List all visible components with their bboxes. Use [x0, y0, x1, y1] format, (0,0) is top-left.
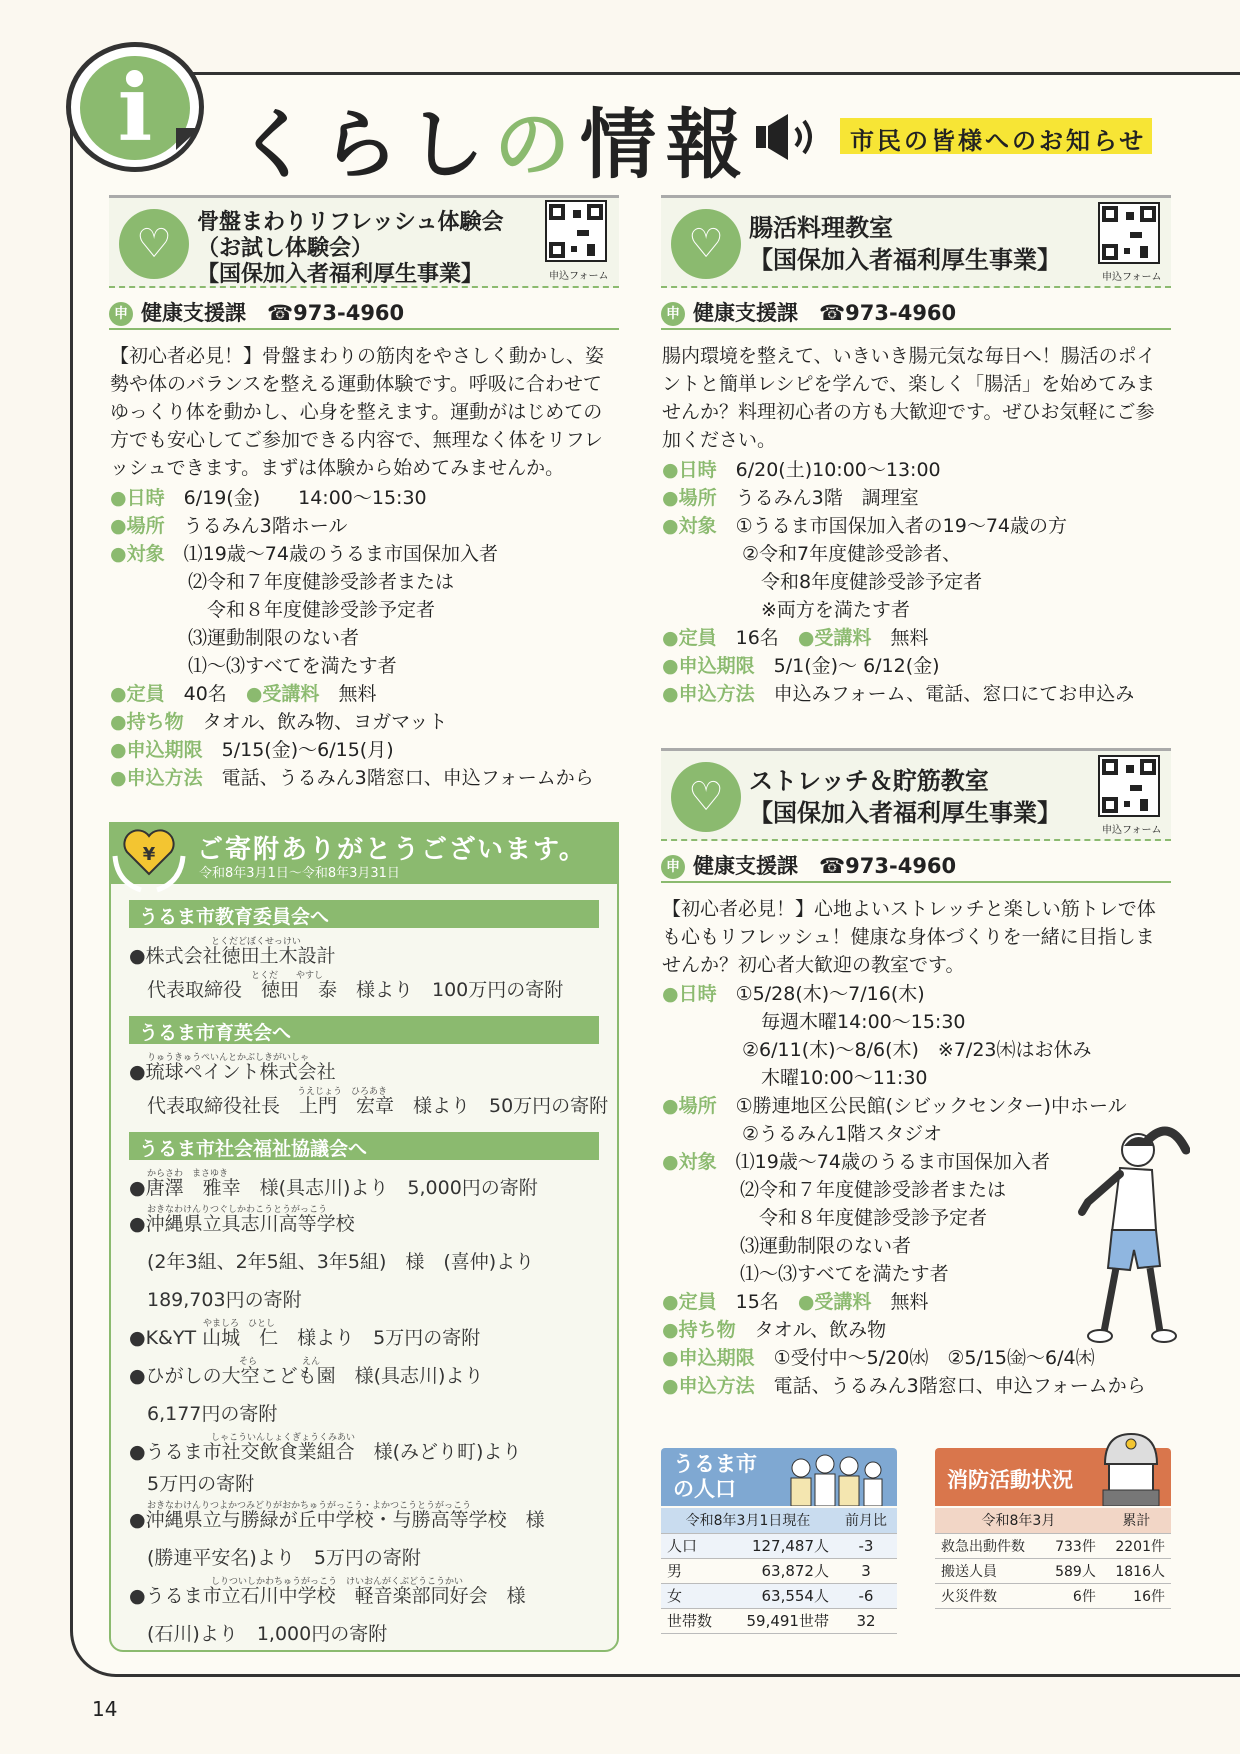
- donor: ●唐澤 雅幸 様(具志川)より 5,000円の寄附: [129, 1177, 538, 1199]
- event2-date: ● 日時 6/20(土)10:00～13:00: [662, 456, 941, 484]
- cell: 63,554人: [726, 1583, 835, 1608]
- event2-title-2: 【国保加入者福利厚生事業】: [749, 246, 1061, 274]
- event3-target-5: ⑴～⑶すべてを満たす者: [740, 1263, 949, 1285]
- column-header: 累計: [1102, 1508, 1171, 1533]
- event2-method: ● 申込方法 申込みフォーム、電話、窓口にてお申込み: [662, 680, 1134, 708]
- cell: 127,487人: [726, 1533, 835, 1558]
- ruby: しりついしかわちゅうがっこう けいおんがくぶどうこうかい: [211, 1577, 464, 1587]
- cell: 16件: [1102, 1583, 1171, 1608]
- column-header: 前月比: [835, 1508, 897, 1533]
- cell: 3: [835, 1558, 897, 1583]
- cell: 32: [835, 1608, 897, 1633]
- event1-place: ● 場所 うるみん3階ホール: [110, 512, 347, 540]
- event1-date: ● 日時 6/19(金) 14:00～15:30: [110, 484, 427, 512]
- event2-target-3: 令和8年度健診受診予定者: [742, 571, 983, 593]
- heart-icon: ♡: [119, 209, 189, 279]
- cell: -6: [835, 1583, 897, 1608]
- ruby: しゃこういんしょくぎょうくみあい: [211, 1433, 356, 1443]
- event3-date: ● 日時 ①5/28(木)～7/16(木): [662, 980, 925, 1008]
- donor: ●K&YT 山城 仁 様より 5万円の寄附: [129, 1327, 481, 1349]
- event3-date-3: ②6/11(木)～8/6(木) ※7/23㈭はお休み: [742, 1039, 1092, 1061]
- event1-title-1: 骨盤まわりリフレッシュ体験会: [197, 210, 504, 235]
- event3-date-4: 木曜10:00～11:30: [742, 1067, 928, 1089]
- population-header: [661, 1448, 897, 1506]
- table-row: [935, 1533, 1171, 1558]
- cell: 59,491世帯: [726, 1608, 835, 1633]
- fire-title: 消防活動状況: [947, 1468, 1073, 1492]
- ruby: おきなわけんりつよかつみどりがおかちゅうがっこう・よかつこうとうがっこう: [147, 1501, 472, 1511]
- cell: 人口: [661, 1533, 726, 1558]
- donation-box: [109, 822, 619, 1652]
- cell: 589人: [1043, 1558, 1102, 1583]
- donation-header: [111, 824, 617, 884]
- table-row: [661, 1558, 897, 1583]
- family-illustration: [781, 1452, 891, 1506]
- event2-target-2: ②令和7年度健診受診者、: [742, 543, 962, 565]
- event1-target-2: ⑵令和７年度健診受診者または: [188, 571, 455, 593]
- ruby: そら えん: [239, 1357, 321, 1367]
- page-number: 14: [92, 1697, 118, 1721]
- event3-capacity: ● 定員 15名 ● 受講料 無料: [662, 1288, 928, 1316]
- event3-place: ● 場所 ①勝連地区公民館(シビックセンター)中ホール: [662, 1092, 1127, 1120]
- event1-deadline: ● 申込期限 5/15(金)～6/15(月): [110, 736, 394, 764]
- cell: 女: [661, 1583, 726, 1608]
- event1-bring: ● 持ち物 タオル、飲み物、ヨガマット: [110, 708, 447, 736]
- event2-header: [661, 195, 1171, 288]
- cell: 733件: [1043, 1533, 1102, 1558]
- event3-date-2: 毎週木曜14:00～15:30: [742, 1011, 966, 1033]
- ruby: うえじょう ひろあき: [297, 1087, 388, 1097]
- heart-icon: ♡: [671, 762, 741, 832]
- donor: ●株式会社徳田土木設計: [129, 945, 336, 967]
- event2-capacity: ● 定員 16名 ● 受講料 無料: [662, 624, 928, 652]
- donation-section-3: うるま市社会福祉協議会へ: [129, 1132, 599, 1160]
- donor-detail: (勝連平安名)より 5万円の寄附: [147, 1547, 421, 1569]
- table-row: [661, 1608, 897, 1633]
- cell: 救急出動件数: [935, 1533, 1043, 1558]
- firefighter-illustration: [1095, 1430, 1167, 1506]
- notice-tag: 市民の皆様へのお知らせ: [840, 118, 1152, 154]
- table-row: [661, 1533, 897, 1558]
- donor: ●うるま市社交飲食業組合 様(みどり町)より: [129, 1441, 522, 1463]
- event2-target-4: ※両方を満たす者: [742, 599, 910, 621]
- donor: ●沖縄県立具志川高等学校: [129, 1213, 355, 1235]
- event3-intro: 【初心者必見！】心地よいストレッチと楽しい筋トレで体も心もリフレッシュ！健康な身体づくりを一緒に目指しませんか？初心者大歓迎の教室です。: [662, 898, 1156, 976]
- event3-target: ● 対象 ⑴19歳～74歳のうるま市国保加入者: [662, 1148, 1050, 1176]
- table-row: [935, 1558, 1171, 1583]
- qr-label: 申込フォーム: [549, 271, 609, 282]
- event1-target-5: ⑴～⑶すべてを満たす者: [188, 655, 397, 677]
- event3-title-1: ストレッチ＆貯筋教室: [749, 767, 989, 795]
- info-badge-icon: i: [66, 42, 204, 172]
- fire-activity-table: [935, 1508, 1171, 1609]
- event1-header: [109, 195, 619, 288]
- event1-target-4: ⑶運動制限のない者: [188, 627, 360, 649]
- cell: 搬送人員: [935, 1558, 1043, 1583]
- event2-intro: 腸内環境を整えて、いきいき腸元気な毎日へ！腸活のポイントと簡単レシピを学んで、楽しく「腸活」を始めてみませんか？料理初心者の方も大歓迎です。ぜひお気軽にご参加ください。: [662, 345, 1156, 451]
- donor: ●ひがしの大空こども園 様(具志川)より: [129, 1365, 484, 1387]
- ruby: とくだどぼくせっけい: [211, 937, 301, 947]
- page-title: くらしの情報: [236, 100, 752, 189]
- ruby: とくだ やすし: [251, 971, 324, 981]
- event2-title-1: 腸活料理教室: [749, 214, 893, 242]
- stretching-person-illustration: [1060, 1110, 1190, 1350]
- ruby: おきなわけんりつぐしかわこうとうがっこう: [147, 1205, 328, 1215]
- event3-place-2: ②うるみん1階スタジオ: [742, 1123, 943, 1145]
- qr-label: 申込フォーム: [1102, 825, 1162, 836]
- event3-header: [661, 748, 1171, 841]
- hands-heart-icon: [109, 816, 189, 896]
- donor-detail: 代表取締役 徳田 泰 様より 100万円の寄附: [147, 979, 564, 1001]
- column-header: 令和8年3月1日現在: [661, 1508, 835, 1533]
- event1-title-3: 【国保加入者福利厚生事業】: [197, 262, 484, 287]
- cell: 2201件: [1102, 1533, 1171, 1558]
- donor-detail: 5万円の寄附: [147, 1473, 255, 1495]
- event3-target-2: ⑵令和７年度健診受診者または: [740, 1179, 1007, 1201]
- ruby: やましろ ひとし: [203, 1319, 276, 1329]
- event3-contact: 申 健康支援課 ☎973-4960: [661, 843, 1171, 883]
- ruby: からさわ まさゆき: [147, 1169, 229, 1179]
- column-header: 令和8年3月: [935, 1508, 1102, 1533]
- badge-tail: [176, 128, 200, 150]
- population-title-2: の人口: [673, 1477, 736, 1501]
- heart-icon: ♡: [671, 209, 741, 279]
- donation-section-1: うるま市教育委員会へ: [129, 900, 599, 928]
- event1-method: ● 申込方法 電話、うるみん3階窓口、申込フォームから: [110, 764, 594, 792]
- event1-target: ● 対象 ⑴19歳～74歳のうるま市国保加入者: [110, 540, 498, 568]
- table-row: [935, 1583, 1171, 1608]
- event1-intro: 【初心者必見！】骨盤まわりの筋肉をやさしく動かし、姿勢や体のバランスを整える運動体験です。呼吸に合わせてゆっくり体を動かし、心身を整えます。運動がはじめての方でも安心してご参加できる内容で、無理なく体をリフレッシュできます。まずは体験から始めてみませんか。: [110, 345, 605, 479]
- donor: ●うるま市立石川中学校 軽音楽部同好会 様: [129, 1585, 526, 1607]
- donor-detail: (石川)より 1,000円の寄附: [147, 1623, 388, 1645]
- cell: 世帯数: [661, 1608, 726, 1633]
- donor-detail: 代表取締役社長 上門 宏章 様より 50万円の寄附: [147, 1095, 609, 1117]
- qr-code-icon[interactable]: [1098, 202, 1160, 264]
- qr-code-icon[interactable]: [1098, 755, 1160, 817]
- donor-detail: 189,703円の寄附: [147, 1289, 302, 1311]
- svg-text:¥: ¥: [142, 844, 156, 865]
- population-title-1: うるま市: [673, 1452, 757, 1476]
- cell: 63,872人: [726, 1558, 835, 1583]
- cell: 6件: [1043, 1583, 1102, 1608]
- donation-section-2: うるま市育英会へ: [129, 1016, 599, 1044]
- event3-method: ● 申込方法 電話、うるみん3階窓口、申込フォームから: [662, 1372, 1146, 1400]
- speaker-icon: [752, 112, 822, 162]
- event1-contact: 申 健康支援課 ☎973-4960: [109, 290, 619, 330]
- event3-target-3: 令和８年度健診受診予定者: [740, 1207, 988, 1229]
- cell: -3: [835, 1533, 897, 1558]
- population-table: [661, 1508, 897, 1634]
- event3-bring: ● 持ち物 タオル、飲み物: [662, 1316, 886, 1344]
- cell: 男: [661, 1558, 726, 1583]
- event2-deadline: ● 申込期限 5/1(金)～ 6/12(金): [662, 652, 940, 680]
- event3-target-4: ⑶運動制限のない者: [740, 1235, 912, 1257]
- event1-title-2: （お試し体験会）: [197, 236, 374, 261]
- event2-place: ● 場所 うるみん3階 調理室: [662, 484, 919, 512]
- event1-target-3: 令和８年度健診受診予定者: [188, 599, 436, 621]
- donor: ●琉球ペイント株式会社: [129, 1061, 336, 1083]
- donor-detail: 6,177円の寄附: [147, 1403, 278, 1425]
- table-row: [661, 1583, 897, 1608]
- qr-label: 申込フォーム: [1102, 272, 1162, 283]
- fire-activity-header: [935, 1448, 1171, 1506]
- donation-period: 令和8年3月1日～令和8年3月31日: [199, 866, 400, 881]
- event3-title-2: 【国保加入者福利厚生事業】: [749, 799, 1061, 827]
- donor: ●沖縄県立与勝緑が丘中学校・与勝高等学校 様: [129, 1509, 545, 1531]
- event2-target: ● 対象 ①うるま市国保加入者の19～74歳の方: [662, 512, 1067, 540]
- event3-deadline: ● 申込期限 ①受付中～5/20㈬ ②5/15㈮～6/4㈭: [662, 1344, 1095, 1372]
- qr-code-icon[interactable]: [545, 200, 607, 262]
- cell: 1816人: [1102, 1558, 1171, 1583]
- donation-title: ご寄附ありがとうございます。: [197, 835, 587, 865]
- cell: 火災件数: [935, 1583, 1043, 1608]
- event1-capacity: ● 定員 40名 ● 受講料 無料: [110, 680, 376, 708]
- donor-detail: (2年3組、2年5組、3年5組) 様 (喜仲)より: [147, 1251, 535, 1273]
- event2-contact: 申 健康支援課 ☎973-4960: [661, 290, 1171, 330]
- ruby: りゅうきゅうぺいんとかぶしきがいしゃ: [147, 1053, 310, 1063]
